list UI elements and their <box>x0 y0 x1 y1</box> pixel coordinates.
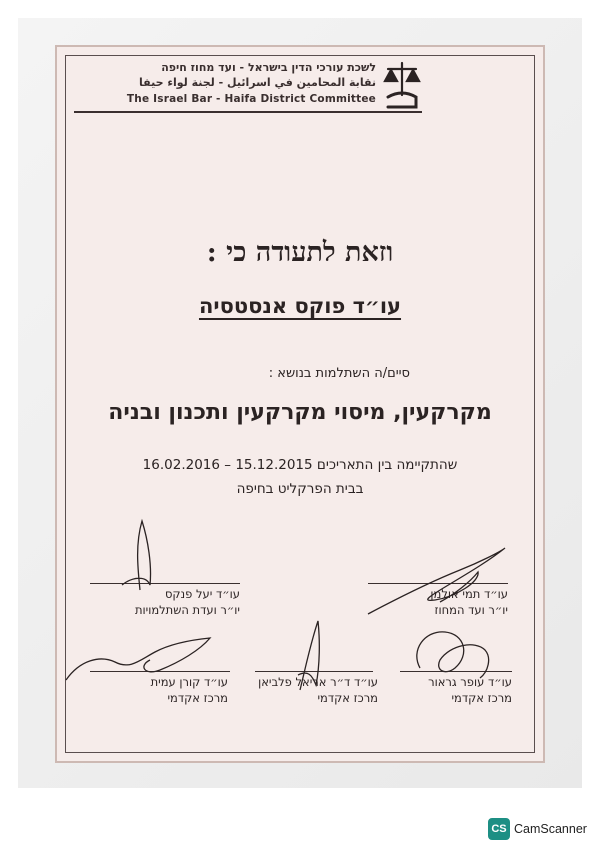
scales-of-justice-icon <box>382 59 422 111</box>
signatory-name: עו״ד תמי אולמן <box>430 587 508 601</box>
signature-block <box>338 586 508 618</box>
letterhead-english: The Israel Bar - Haifa District Committee <box>126 93 376 105</box>
camscanner-watermark <box>488 818 587 840</box>
certificate-heading: וזאת לתעודה כי : <box>206 237 394 268</box>
signatory-title: יו״ר ועדת השתלמויות <box>134 603 240 617</box>
signature-block <box>70 586 240 618</box>
recipient-name: עו״ד פוקס אנסטסיה <box>198 294 402 318</box>
course-dates: שהתקיימה בין התאריכים 15.12.2015 – 16.02.2016 <box>142 457 458 473</box>
signatory-name: עו״ד קורן עמית <box>150 675 228 689</box>
signature-block <box>58 674 228 706</box>
letterhead <box>74 57 422 117</box>
completion-subtitle: סיים/ה השתלמות בנושא : <box>268 366 410 381</box>
course-location: בבית הפרקליט בחיפה <box>236 481 364 497</box>
signatory-title: מרכז אקדמי <box>451 691 512 705</box>
signature-block <box>208 674 378 706</box>
letterhead-hebrew: לשכת עורכי הדין בישראל - ועד מחוז חיפה <box>161 61 376 74</box>
signatory-title: מרכז אקדמי <box>317 691 378 705</box>
letterhead-arabic: نقابة المحامين في اسرائيل - لجنة لواء حيفا <box>139 76 376 89</box>
signatory-name: עו״ד יעל פנקס <box>164 587 240 601</box>
letterhead-rule <box>74 111 422 113</box>
camscanner-logo-icon: CS <box>488 818 510 840</box>
signature-scribble <box>110 515 170 595</box>
camscanner-text: CamScanner <box>514 822 587 836</box>
signatory-title: מרכז אקדמי <box>167 691 228 705</box>
signatory-name: עו״ד ד״ר אריאל פלביאן <box>258 675 378 689</box>
signatory-title: יו״ר ועד המחוז <box>434 603 508 617</box>
signatory-name: עו״ד עופר גראור <box>428 675 512 689</box>
course-topic: מקרקעין, מיסוי מקרקעין ותכנון ובניה <box>108 400 492 425</box>
